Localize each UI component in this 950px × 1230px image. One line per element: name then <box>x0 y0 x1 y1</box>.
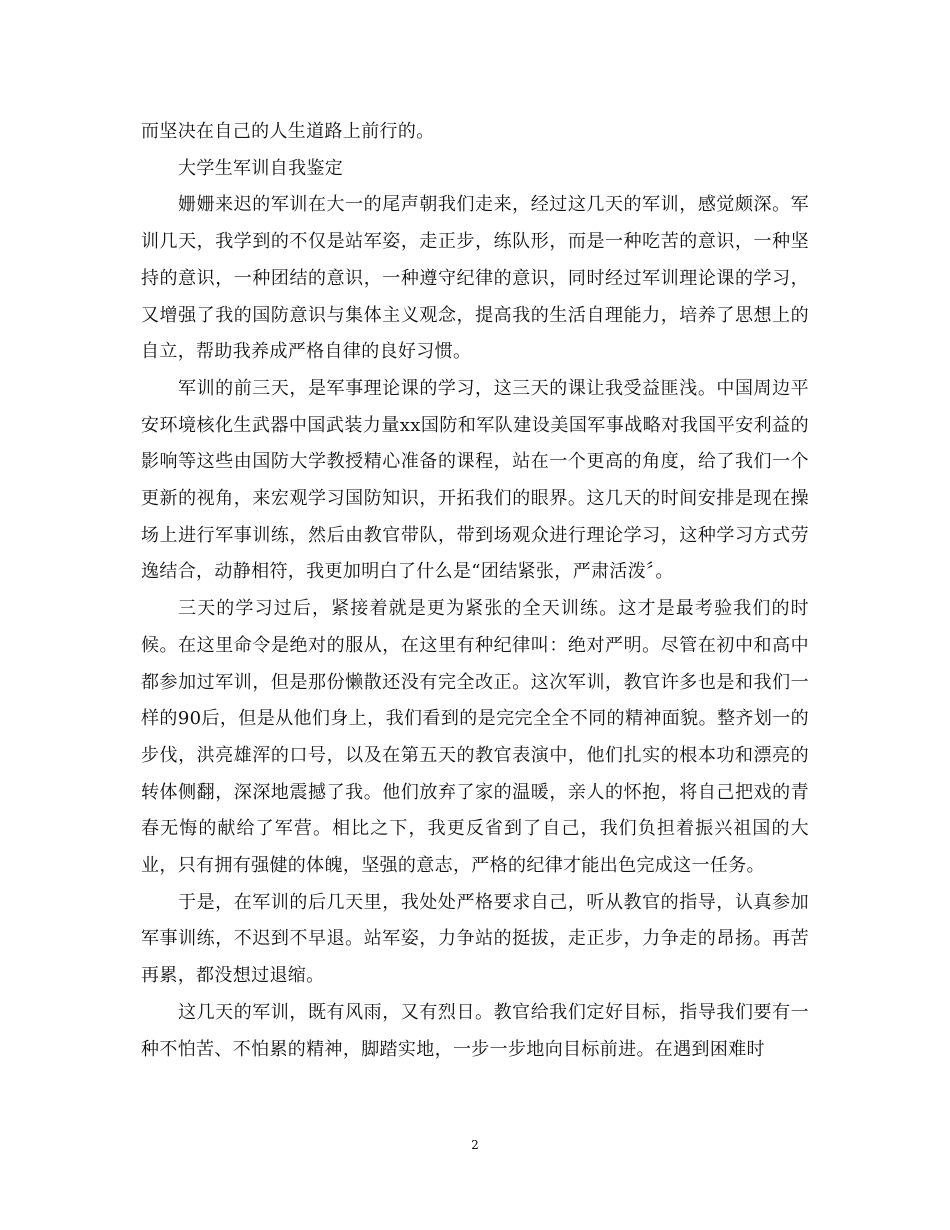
paragraph: 于是，在军训的后几天里，我处处严格要求自己，听从教官的指导，认真参加军事训练，不迟到不早退。站军姿，力争站的挺拔，走正步，力争走的昂扬。再苦再累，都没想过退缩。 <box>141 891 809 987</box>
paragraph: 而坚决在自己的人生道路上前行的。 <box>141 121 435 142</box>
page-number: 2 <box>471 1138 479 1152</box>
paragraph: 三天的学习过后，紧接着就是更为紧张的全天训练。这才是最考验我们的时候。在这里命令是绝对的服从，在这里有种纪律叫：绝对严明。尽管在初中和高中都参加过军训，但是那份懒散还没有完全改正。这次军训，教官许多也是和我们一样的90后，但是从他们身上，我们看到的是完完全全不同的精神面貌。整齐划一的步伐，洪亮雄浑的口号，以及在第五天的教官表演中，他们扎实的根本功和漂亮的转体侧翻，深深地震撼了我。他们放弃了家的温暖，亲人的怀抱，将自己把戏的青春无悔的献给了军营。相比之下，我更反省到了自己，我们负担着振兴祖国的大业，只有拥有强健的体魄，坚强的意志，严格的纪律才能出色完成这一任务。 <box>141 598 809 877</box>
paragraph: 姗姗来迟的军训在大一的尾声朝我们走来，经过这几天的军训，感觉颇深。军训几天，我学到的不仅是站军姿，走正步，练队形，而是一种吃苦的意识，一种坚持的意识，一种团结的意识，一种遵守纪律的意识，同时经过军训理论课的学习，又增强了我的国防意识与集体主义观念，提高我的生活自理能力，培养了思想上的自立，帮助我养成严格自律的良好习惯。 <box>141 194 809 363</box>
document-body <box>141 114 809 1068</box>
section-heading: 大学生军训自我鉴定 <box>178 157 344 179</box>
paragraph: 这几天的军训，既有风雨，又有烈日。教官给我们定好目标，指导我们要有一种不怕苦、不怕累的精神，脚踏实地，一步一步地向目标前进。在遇到困难时 <box>141 1001 809 1060</box>
paragraph: 军训的前三天，是军事理论课的学习，这三天的课让我受益匪浅。中国周边平安环境核化生武器中国武装力量xx国防和军队建设美国军事战略对我国平安利益的影响等这些由国防大学教授精心准备的课程，站在一个更高的角度，给了我们一个更新的视角，来宏观学习国防知识，开拓我们的眼界。这几天的时间安排是现在操场上进行军事训练，然后由教官带队，带到场观众进行理论学习，这种学习方式劳逸结合，动静相符，我更加明白了什么是“团结紧张，严肃活泼〞。 <box>141 377 809 583</box>
